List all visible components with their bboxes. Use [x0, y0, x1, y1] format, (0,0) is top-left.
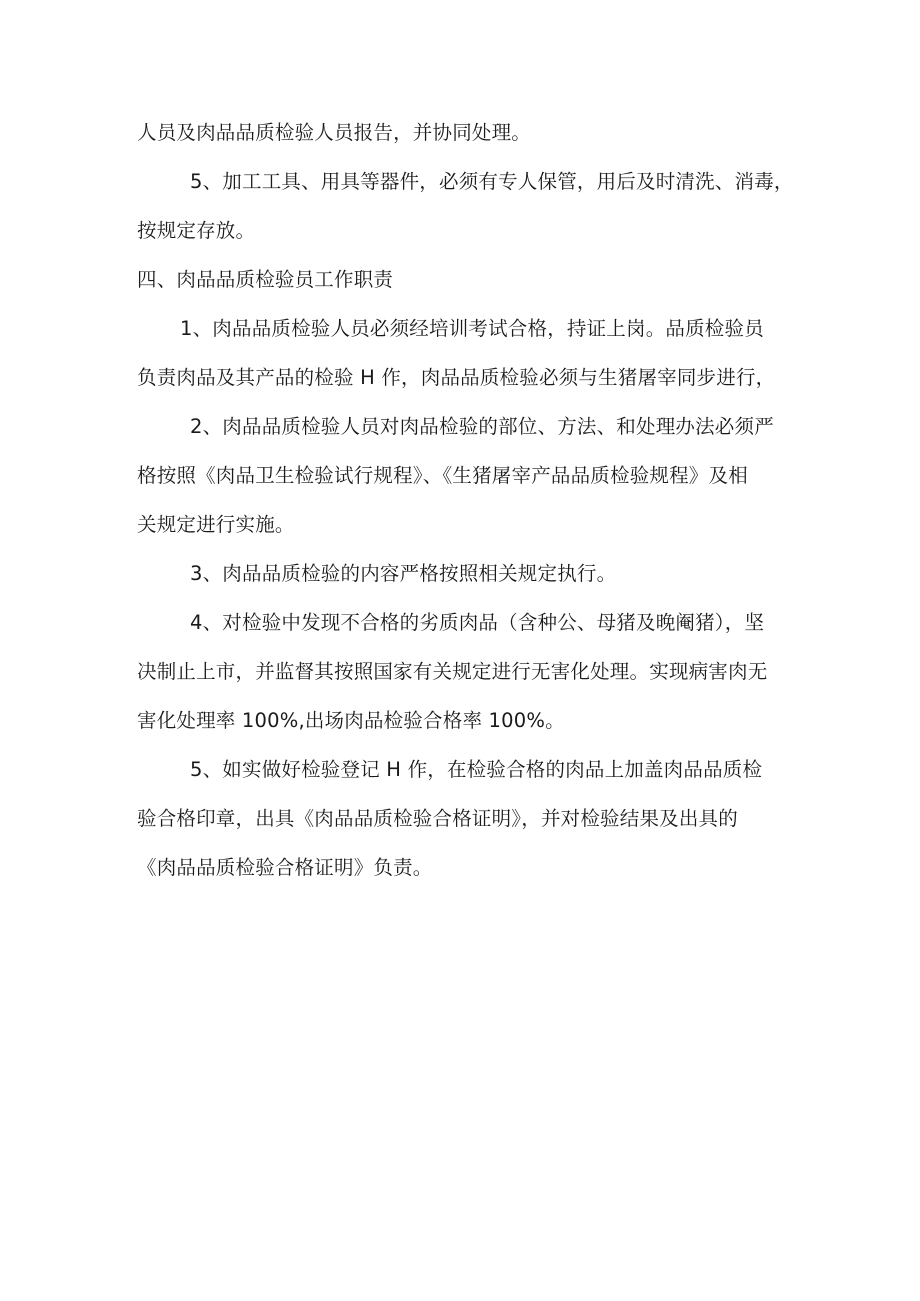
text-line-14: 5、如实做好检验登记 H 作，在检验合格的肉品上加盖肉品品质检	[190, 758, 763, 781]
text-line-15: 验合格印章，出具《肉品品质检验合格证明》，并对检验结果及出具的	[137, 807, 738, 830]
text-line-5: 1、肉品品质检验人员必须经培训考试合格，持证上岗。品质检验员	[180, 317, 764, 340]
text-line-3: 按规定存放。	[137, 219, 256, 242]
text-line-6: 负责肉品及其产品的检验 H 作，肉品品质检验必须与生猪屠宰同步进行，	[137, 366, 776, 389]
text-line-11: 4、对检验中发现不合格的劣质肉品（含种公、母猪及晚阉猪），坚	[190, 611, 765, 634]
text-line-7: 2、肉品品质检验人员对肉品检验的部位、方法、和处理办法必须严	[190, 415, 774, 438]
section-heading: 四、肉品品质检验员工作职责	[137, 268, 394, 291]
text-line-16: 《肉品品质检验合格证明》负责。	[137, 856, 433, 879]
text-line-8: 格按照《肉品卫生检验试行规程》、《生猪屠宰产品品质检验规程》及相	[137, 464, 748, 487]
text-line-9: 关规定进行实施。	[137, 513, 295, 536]
text-line-1: 人员及肉品品质检验人员报告，并协同处理。	[137, 121, 532, 144]
text-line-12: 决制止上市，并监督其按照国家有关规定进行无害化处理。实现病害肉无	[137, 660, 768, 683]
text-line-13: 害化处理率 100%,出场肉品检验合格率 100%。	[137, 709, 565, 732]
text-line-2: 5、加工工具、用具等器件，必须有专人保管，用后及时清洗、消毒，	[190, 170, 794, 193]
text-line-10: 3、肉品品质检验的内容严格按照相关规定执行。	[190, 562, 617, 585]
